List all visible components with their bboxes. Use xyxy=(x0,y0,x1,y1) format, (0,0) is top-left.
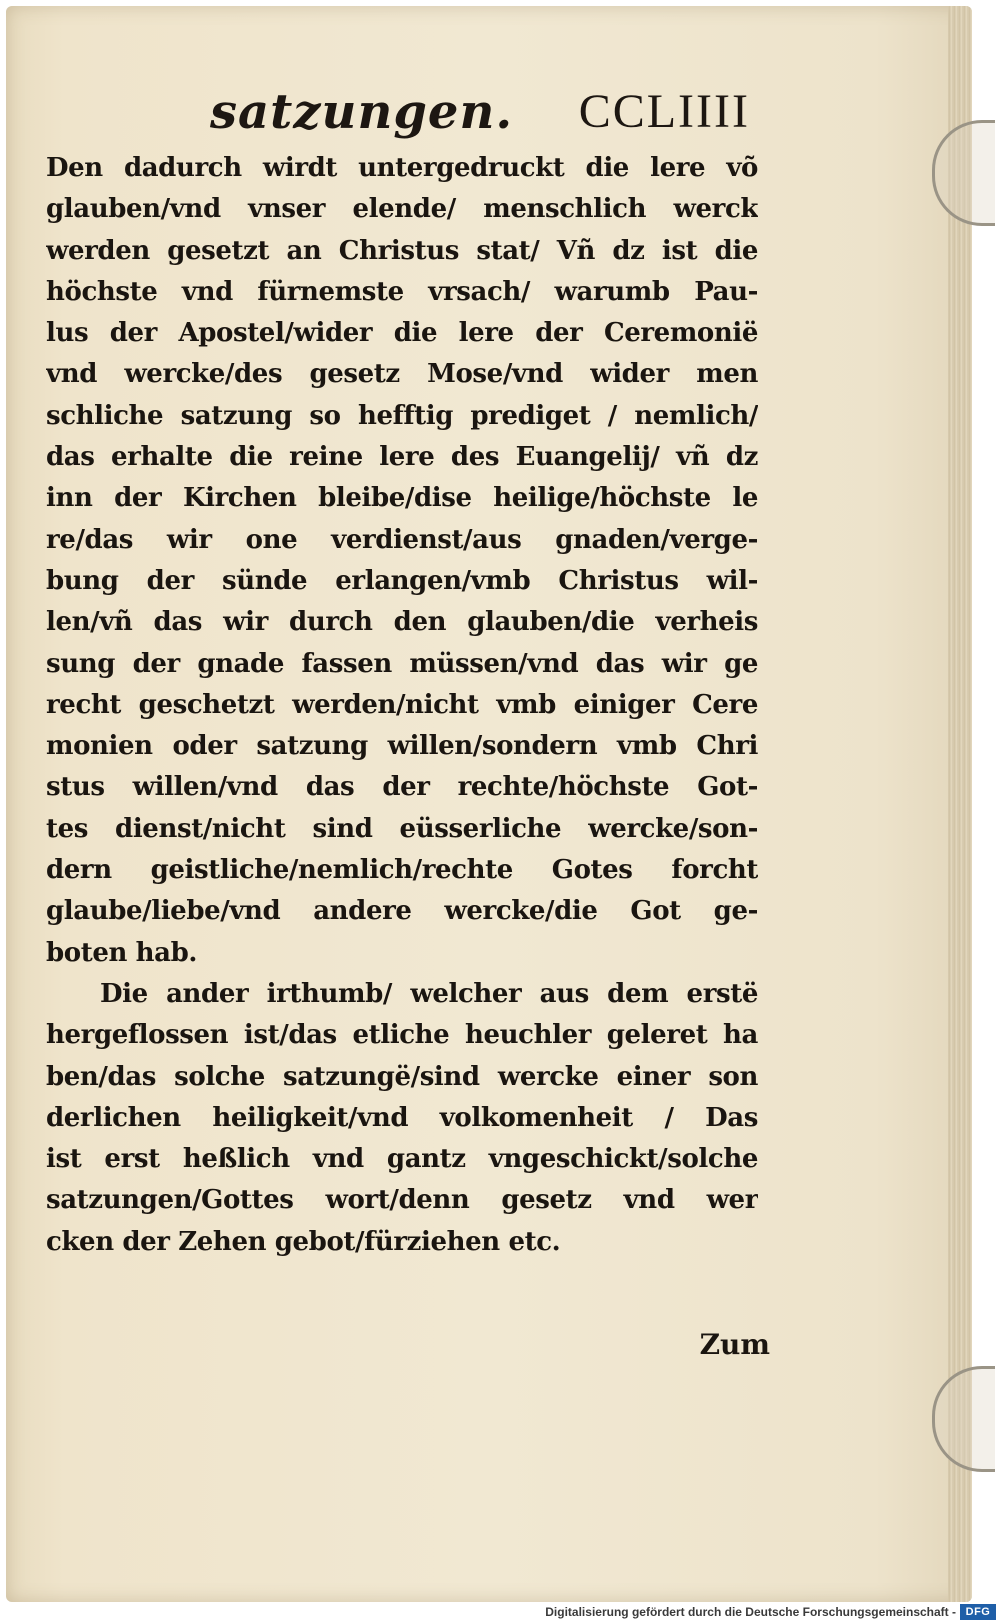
page-edges xyxy=(948,6,972,1602)
text-line: höchste vnd fürnemste vrsach/ warumb Pau- xyxy=(46,276,758,307)
text-line: Den dadurch wirdt untergedruckt die lere võ xyxy=(46,153,758,183)
catchword-area xyxy=(46,0,770,1380)
text-line: ben/das solche satzungë/sind wercke einer son xyxy=(46,1061,758,1092)
folio-number: CCLIIII xyxy=(578,85,750,138)
text-line: das erhalte die reine lere des Euangelij/ vñ dz xyxy=(46,442,758,473)
text-line: satzungen/Gottes wort/denn gesetz vnd wer xyxy=(46,1185,758,1216)
text-line: len/vñ das wir durch den glauben/die verheis xyxy=(46,607,758,638)
text-line: inn der Kirchen bleibe/dise heilige/höchste le xyxy=(46,483,758,514)
text-line: hergeflossen ist/das etliche heuchler geleret ha xyxy=(46,1020,758,1051)
text-line: vnd wercke/des gesetz Mose/vnd wider men xyxy=(46,359,758,390)
dfg-logo: DFG xyxy=(960,1604,996,1620)
text-line: cken der Zehen gebot/fürziehen etc. xyxy=(46,1226,561,1257)
text-line: glauben/vnd vnser elende/ menschlich werck xyxy=(46,194,758,225)
text-line: Die ander irthumb/ welcher aus dem erstë xyxy=(100,978,758,1009)
text-line: lus der Apostel/wider die lere der Ceremonië xyxy=(46,318,758,349)
catchword: Zum xyxy=(699,1328,770,1361)
text-line: boten hab. xyxy=(46,937,198,968)
text-line: ist erst heßlich vnd gantz vngeschickt/solche xyxy=(46,1144,758,1175)
text-line: glaube/liebe/vnd andere wercke/die Got ge- xyxy=(46,896,758,927)
text-line: monien oder satzung willen/sondern vmb Chri xyxy=(46,731,758,762)
running-head: satzungen. xyxy=(210,84,514,140)
text-line: dern geistliche/nemlich/rechte Gotes forcht xyxy=(46,855,758,886)
text-line: tes dienst/nicht sind eüsserliche wercke/son- xyxy=(46,813,758,844)
text-line: schliche satzung so hefftig prediget / nemlich/ xyxy=(46,400,758,431)
digitization-credit: Digitalisierung gefördert durch die Deutsche Forschungsgemeinschaft - xyxy=(545,1605,956,1619)
text-line: derlichen heiligkeit/vnd volkomenheit / Das xyxy=(46,1102,758,1133)
text-line: recht geschetzt werden/nicht vmb einiger Cere xyxy=(46,689,758,720)
text-line: werden gesetzt an Christus stat/ Vñ dz ist die xyxy=(46,235,758,266)
text-line: sung der gnade fassen müssen/vnd das wir ge xyxy=(46,648,758,679)
text-line: bung der sünde erlangen/vmb Christus wil- xyxy=(46,565,758,596)
text-line: stus willen/vnd das der rechte/höchste Got- xyxy=(46,772,758,803)
text-line: re/das wir one verdienst/aus gnaden/verge- xyxy=(46,524,758,555)
